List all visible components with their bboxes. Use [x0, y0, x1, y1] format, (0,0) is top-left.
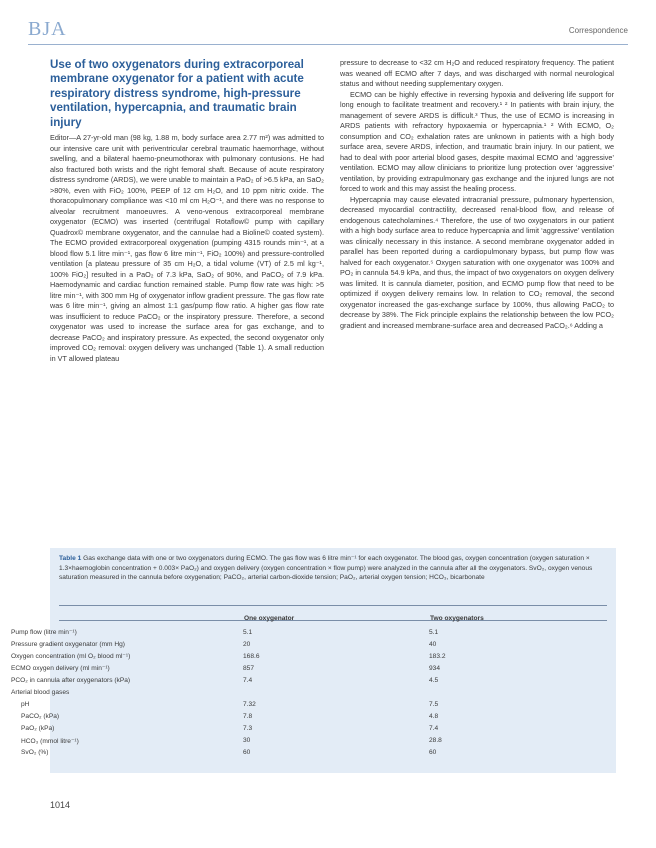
cell-two-oxygenators: 7.4	[429, 725, 439, 733]
cell-two-oxygenators: 40	[429, 640, 437, 648]
table-row	[9, 662, 557, 674]
cell-two-oxygenators: 28.8	[429, 737, 442, 745]
row-label: pH	[21, 701, 30, 709]
cell-two-oxygenators: 4.5	[429, 676, 439, 684]
table-label: Table 1	[59, 555, 82, 562]
table-row	[9, 650, 557, 662]
article-title: Use of two oxygenators during extracorporeal membrane oxygenator for a patient with acute respiratory distress syndrome, high-pressure ventilation, hypercapnia, and traumatic brain injury	[50, 58, 304, 129]
row-label: SvO₂ (%)	[21, 749, 49, 757]
page-header	[28, 18, 628, 44]
cell-one-oxygenator: 168.6	[243, 652, 260, 660]
cell-one-oxygenator: 7.8	[243, 713, 253, 721]
cell-one-oxygenator: 857	[243, 664, 255, 672]
table-row	[9, 626, 557, 638]
table-top-rule	[59, 605, 607, 606]
cell-two-oxygenators: 183.2	[429, 652, 446, 660]
paragraph-4: Hypercapnia may cause elevated intracranial pressure, pulmonary hypertension, decreased myocardial contractility, decreased renal-blood flow, and release of endogenous catecholamines.⁴ Therefore, the use of two oxygenators in our patient with a high body surface area to reduce hypercapnia and limit ‘aggressive’ ventilation was clinically necessary in this instance. A second membrane oxygenator added in parallel has been reported during a cardiopulmonary bypass, but pump flow was halved for each oxygenator.⁵ Oxygen saturation with one oxygenator was 100% and PO₂ in cannula 54.9 kPa, and thus, the impact of two oxygenators on oxygen delivery was limited. It is cannula diameter, position, and ECMO pump flow that need to be optimized if oxygen delivery remains low. In relation to CO₂ removal, the second oxygenator increased the gas-exchange surface by 100%, thus allowing PaCO₂ to decrease by 38%. The Fick principle explains the relationship between the low PCO₂ gradient and increased membrane-surface area and decreased PaCO₂.⁶ Adding a	[340, 194, 614, 330]
right-column	[340, 58, 614, 331]
table-row	[9, 747, 557, 759]
row-label: HCO₃ (mmol litre⁻¹)	[21, 737, 79, 745]
row-label: Arterial blood gases	[11, 689, 70, 697]
gas-exchange-table	[9, 611, 557, 759]
table-header-row	[9, 611, 557, 626]
cell-one-oxygenator: 7.3	[243, 725, 253, 733]
cell-one-oxygenator: 60	[243, 749, 251, 757]
table-row	[9, 699, 557, 711]
paragraph-3: ECMO can be highly effective in reversing hypoxia and delivering life support for long enough to facilitate treatment and recovery.¹ ² In patients with brain injury, the management of severe ARDS is difficult.³ Thus, the use of ECMO is increasing in ARDS patients with refractory hypoxaemia or hypercapnia.¹ ² With ECMO, O₂ consumption and CO₂ exhalation rates are unknown in patients with a high body surface area, severe ARDS, infection, and traumatic brain injury. In our patient, we had to deal with poor arterial blood gases, despite maximal ECMO and ‘aggressive’ ventilation. ECMO may allow clinicians to prioritize lung protection over ‘aggressive’ ventilation, by providing extrapulmonary gas exchange and the injured lungs are not forced to work and this may assist the healing process.	[340, 89, 614, 193]
table-row	[9, 638, 557, 650]
row-label: ECMO oxygen delivery (ml min⁻¹)	[11, 665, 110, 673]
cell-two-oxygenators: 4.8	[429, 713, 439, 721]
column-header-one: One oxygenator	[244, 615, 295, 622]
page-number: 1014	[50, 800, 71, 810]
cell-two-oxygenators: 7.5	[429, 701, 439, 709]
cell-one-oxygenator: 5.1	[243, 628, 253, 636]
cell-one-oxygenator: 7.32	[243, 701, 256, 709]
column-header-label	[9, 611, 243, 626]
table-caption	[59, 554, 607, 583]
header-rule	[28, 44, 628, 45]
paragraph-1: Editor—A 27-yr-old man (98 kg, 1.88 m, body surface area 2.77 m²) was admitted to our intensive care unit with periventricular cerebral traumatic haemorrhage, without swelling, and a bilateral haemo-pneumothorax with pulmonary contusions. He had also fractured both wrists and the right femoral shaft. Because of acute respiratory distress syndrome (ARDS), we were unable to maintain a PaO₂ of >6.5 kPa, an SaO₂ >80%, even with FiO₂ 100%, PEEP of 12 cm H₂O, and 10 ppm nitric oxide. The thoracopulmonary compliance was <10 ml cm H₂O⁻¹, and there was no response to alveolar recruitment manoeuvres. A veno-venous extracorporeal membrane oxygenator (ECMO) was inserted (centrifugal Rotaflow© pump with capillary Quadrox© membrane oxygenator, and the cannulae had a Bioline© coated system). The ECMO provided extracorporeal oxygenation (pumping 4315 rounds min⁻¹, at a blood flow 5.1 litre min⁻¹, gas flow 6 litre min⁻¹, FiO₂ 100%) and pressure-controlled ventilation [a plateau pressure of 35 cm H₂O, a tidal volume (VT) of 2.5 ml kg⁻¹, 100% FiO₂] resulted in a PaO₂ of 7.3 kPa, SaO₂ of 90%, and PaCO₂ of 7.9 kPa. Haemodynamic and cardiac function remained stable. Pump flow rate was high: >5 litre min⁻¹, with 300 mm Hg of oxygenator inflow gradient pressure. The gas flow rate was 6 litre min⁻¹, giving an almost 1:1 gas/pump flow ratio. A higher gas flow rate was insufficient to reduce PaCO₂ or the inspiratory pressure. Therefore, a second oxygenator was used to increase the surface area for gas exchange, and to decrease PaCO₂ and inspiratory pressure. As expected, the second oxygenator only improved CO₂ removal: oxygen delivery was unchanged (Table 1). A small reduction in VT allowed plateau	[50, 133, 324, 363]
cell-one-oxygenator: 30	[243, 737, 251, 745]
cell-one-oxygenator	[243, 686, 429, 698]
table-row	[9, 686, 557, 698]
table-row	[9, 723, 557, 735]
cell-two-oxygenators: 5.1	[429, 628, 439, 636]
table-row	[9, 674, 557, 686]
column-header-two: Two oxygenators	[430, 615, 484, 622]
paragraph-2: pressure to decrease to <32 cm H₂O and reduced respiratory frequency. The patient was weaned off ECMO after 7 days, and was discharged with normal neurological status and without needing supplementary oxygen.	[340, 58, 614, 88]
cell-two-oxygenators	[429, 686, 557, 698]
cell-two-oxygenators: 60	[429, 749, 437, 757]
row-label: PCO₂ in cannula after oxygenators (kPa)	[11, 676, 131, 684]
cell-one-oxygenator: 20	[243, 640, 251, 648]
section-label: Correspondence	[568, 26, 628, 35]
cell-two-oxygenators: 934	[429, 664, 441, 672]
row-label: PaCO₂ (kPa)	[21, 713, 60, 721]
left-column	[50, 58, 324, 364]
row-label: Oxygen concentration (ml O₂ blood ml⁻¹)	[11, 653, 131, 661]
table-caption-text: Gas exchange data with one or two oxygenators during ECMO. The gas flow was 6 litre min⁻¹ for each oxygenator. The blood gas, oxygen concentration (oxygen saturation × 1.3×haemoglobin concentration + 0.003× PaO₂) and oxygen delivery (oxygen concentration × flow pump) were analyzed in the cannula after all the oxygenators. SvO₂, oxygen venous saturation measured in the cannula before oxygenation; PaCO₂, arterial carbon-dioxide tension; PaO₂, arterial oxygen tension; HCO₃, bicarbonate	[59, 555, 593, 582]
cell-one-oxygenator: 7.4	[243, 676, 253, 684]
row-label: PaO₂ (kPa)	[21, 725, 55, 733]
table-row	[9, 735, 557, 747]
row-label: Pump flow (litre min⁻¹)	[11, 629, 77, 637]
row-label: Pressure gradient oxygenator (mm Hg)	[11, 640, 125, 648]
journal-logo: BJA	[28, 18, 67, 40]
table-row	[9, 711, 557, 723]
